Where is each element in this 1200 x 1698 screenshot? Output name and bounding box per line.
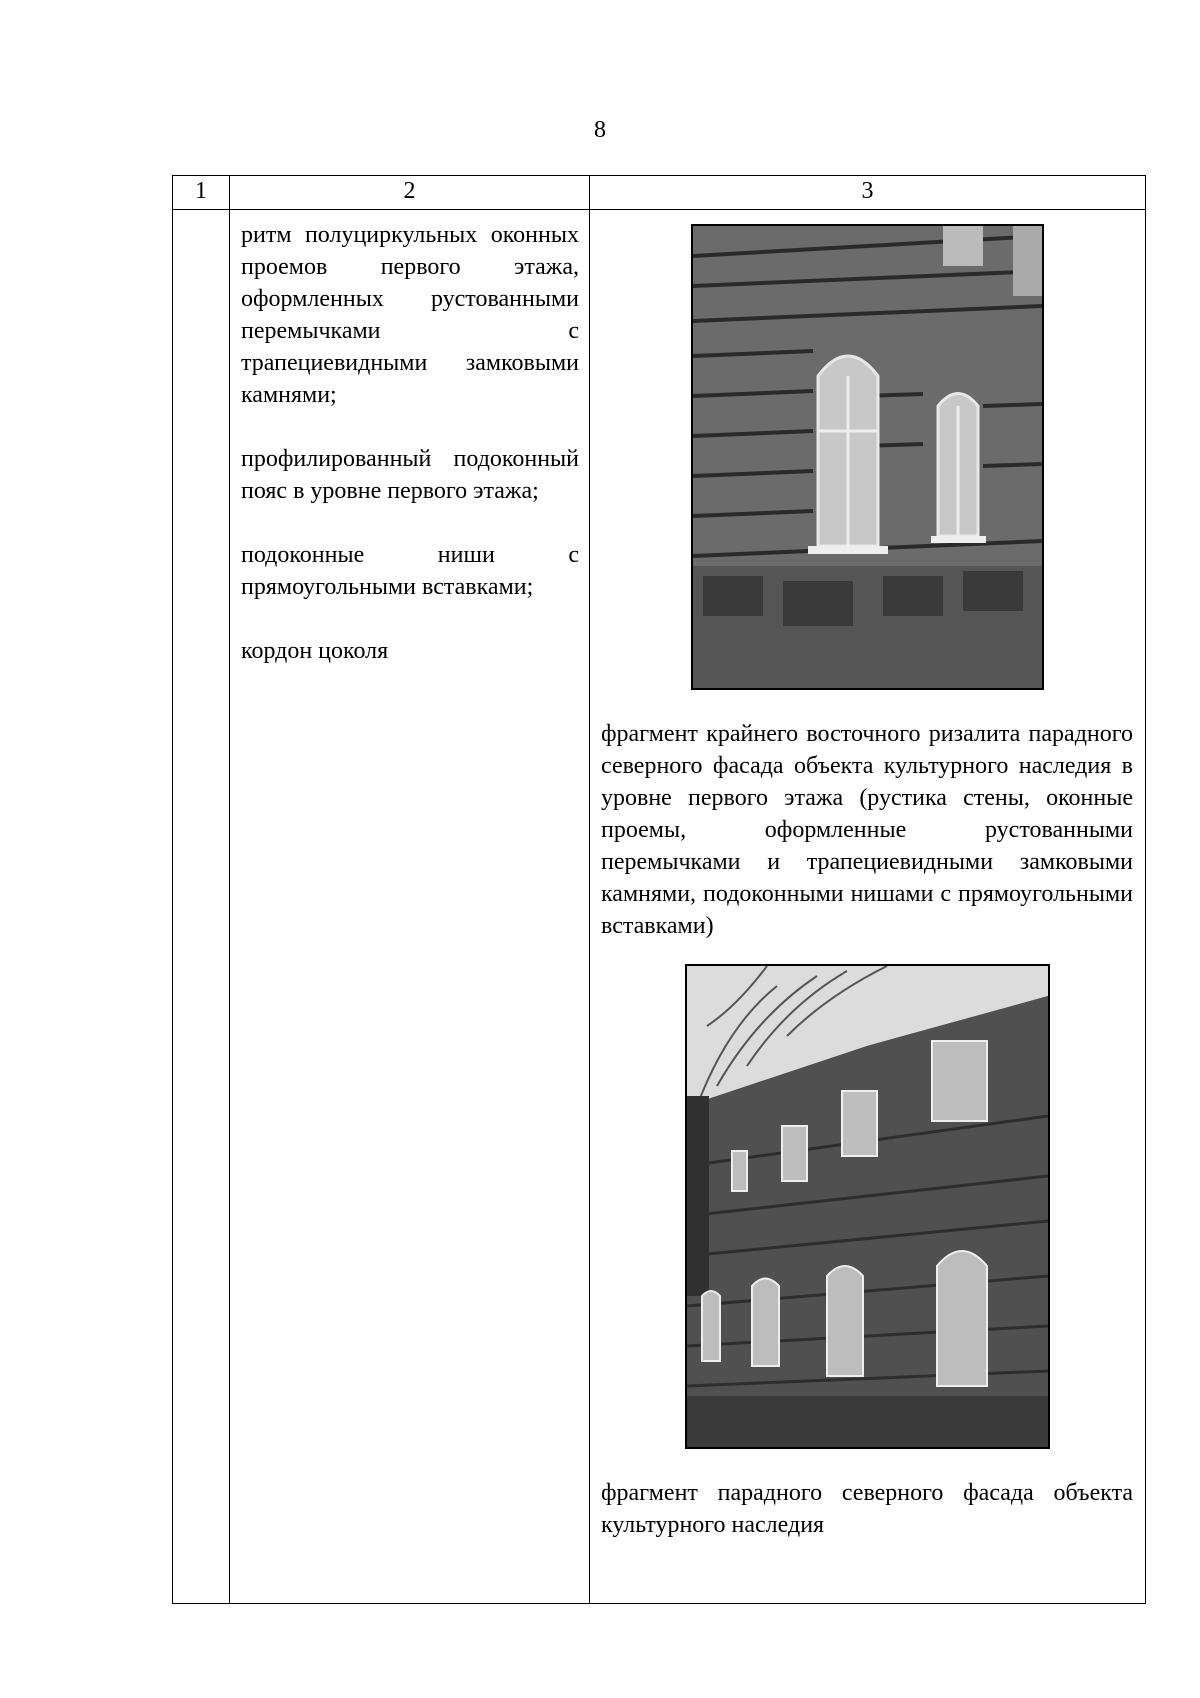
page-number: 8 bbox=[594, 117, 606, 143]
header-col-2: 2 bbox=[230, 176, 590, 210]
feature-item: ритм полуциркульных оконных проемов первого этажа, оформленных рустованными перемычками с трапециевидными замковыми камнями; bbox=[241, 222, 579, 408]
header-col-1: 1 bbox=[173, 176, 230, 210]
table-row bbox=[173, 210, 1146, 1604]
cell-col-2 bbox=[230, 210, 590, 1604]
feature-item: кордон цоколя bbox=[241, 638, 389, 664]
cell-col-1 bbox=[173, 210, 230, 1604]
facade-photo-2 bbox=[685, 964, 1050, 1449]
cell-col-3 bbox=[590, 210, 1146, 1604]
facade-photo-1 bbox=[691, 224, 1044, 690]
table-header-row bbox=[173, 176, 1146, 210]
feature-item: профилированный подоконный пояс в уровне первого этажа; bbox=[241, 446, 579, 504]
photo-1-caption: фрагмент крайнего восточного ризалита парадного северного фасада объекта культурного наследия в уровне первого этажа (рустика стены, оконные проемы, оформленные рустованными перемычками и трапециевидными замковыми камнями, подоконными нишами с прямоугольными вставками) bbox=[601, 721, 1133, 939]
header-col-3: 3 bbox=[590, 176, 1146, 210]
photo-2-caption: фрагмент парадного северного фасада объекта культурного наследия bbox=[601, 1480, 1133, 1538]
heritage-table bbox=[172, 175, 1146, 1604]
feature-item: подоконные ниши с прямоугольными вставками; bbox=[241, 542, 579, 600]
